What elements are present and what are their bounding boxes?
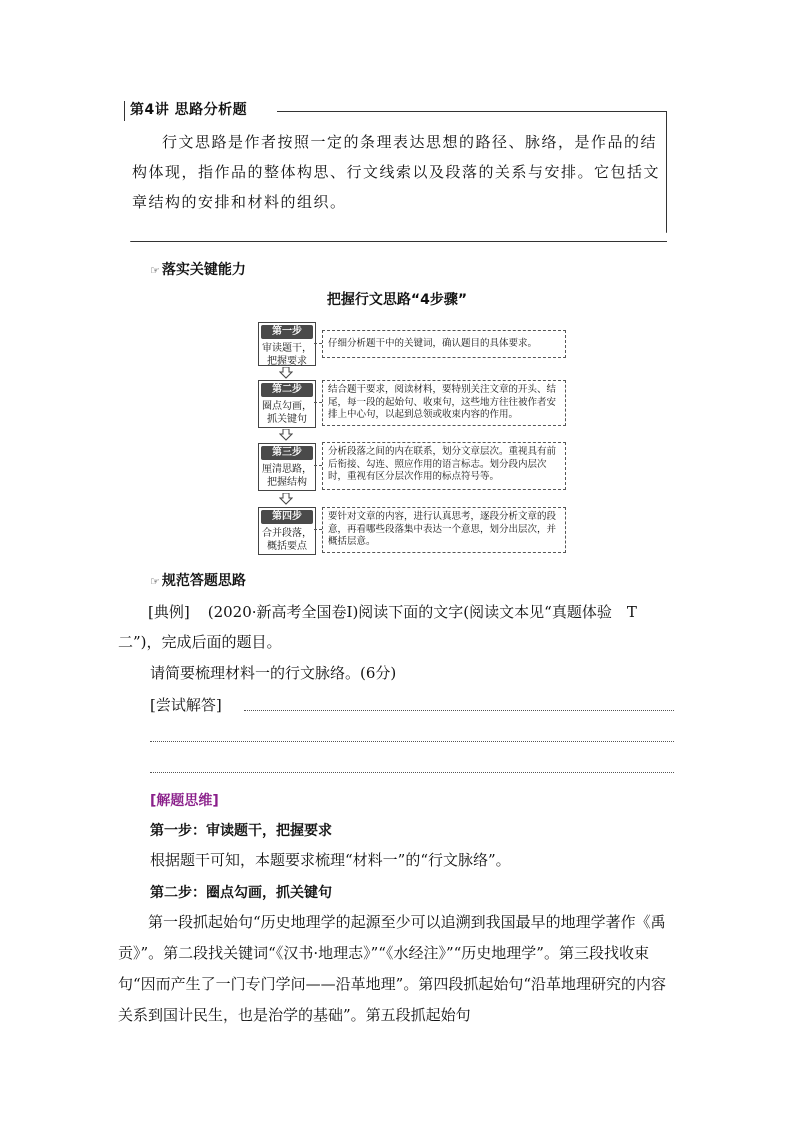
arrow-down-icon — [279, 367, 293, 379]
arrow-down-icon — [279, 493, 293, 505]
box-border — [130, 241, 667, 242]
step-head: 第四步 — [261, 510, 313, 524]
step-head: 第一步 — [261, 325, 313, 339]
section-title: 规范答题思路 — [161, 573, 246, 589]
section-heading-answer-approach — [150, 570, 246, 590]
example-paragraph — [118, 597, 674, 657]
step2-text: 第一段抓起始句“历史地理学的起源至少可以追溯到我国最早的地理学著作《禹贡》”。第二段找关键词“《汉书·地理志》”“《水经注》”“历史地理学”。第三段找收束句“因而产生了一门专门学问——沿革地理”。第四段抓起始句“沿革地理研究的内容关系到国计民生，也是治学的基础”。第五段抓起始句 — [118, 913, 667, 1024]
step-description: 仔细分析题干中的关键词，确认题目的具体要求。 — [322, 330, 566, 358]
lesson-intro: 行文思路是作者按照一定的条理表达思想的路径、脉络，是作品的结构体现，指作品的整体构思、行文线索以及段落的关系与安排。它包括文章结构的安排和材料的组织。 — [132, 133, 661, 211]
step-connector — [314, 402, 322, 403]
section-title: 落实关键能力 — [161, 262, 246, 278]
example-label: [典例] — [148, 603, 190, 621]
box-border — [666, 111, 667, 233]
step-box — [258, 322, 316, 366]
step-description: 要针对文章的内容，进行认真思考，逐段分析文章的段意，再看哪些段落集中表达一个意思，划分出层次，并概括层意。 — [322, 507, 566, 553]
box-border — [124, 101, 125, 121]
pointing-hand-icon: ☞ — [150, 575, 160, 588]
step-label: 合并段落，概括要点 — [262, 528, 312, 552]
pointing-hand-icon: ☞ — [150, 264, 160, 277]
step2-title: 第二步：圈点勾画，抓关键句 — [150, 885, 332, 901]
step-head: 第三步 — [261, 446, 313, 460]
step1-title: 第一步：审读题干，把握要求 — [150, 823, 332, 839]
box-border — [277, 111, 667, 112]
step-connector — [314, 529, 322, 530]
answer-line[interactable] — [150, 772, 674, 773]
step-connector — [314, 343, 322, 344]
step-description: 结合题干要求，阅读材料，要特别关注文章的开头、结尾，每一段的起始句、收束句，这些地方往往被作者安排上中心句，以起到总领或收束内容的作用。 — [322, 380, 566, 426]
arrow-down-icon — [279, 429, 293, 441]
try-answer-label: [尝试解答] — [150, 696, 222, 714]
step-label: 圈点勾画，抓关键句 — [262, 401, 312, 425]
steps-title: 把握行文思路“4步骤” — [326, 292, 468, 308]
answer-line[interactable] — [244, 710, 674, 711]
answer-line[interactable] — [150, 741, 674, 742]
step-box — [258, 443, 316, 491]
step-head: 第二步 — [261, 383, 313, 397]
step-label: 审读题干，把握要求 — [262, 343, 312, 367]
step-connector — [314, 465, 322, 466]
example-question: 请简要梳理材料一的行文脉络。(6分) — [150, 664, 397, 682]
step-box — [258, 507, 316, 555]
analysis-label: [解题思维] — [150, 793, 219, 809]
section-heading-key-ability — [150, 259, 246, 279]
step1-text: 根据题干可知，本题要求梳理“材料一”的“行文脉络”。 — [150, 851, 511, 869]
lesson-title: 第4讲 思路分析题 — [130, 102, 248, 118]
example-text: (2020·新高考全国卷Ⅰ)阅读下面的文字(阅读文本见“真题体验 T二”)，完成后面的题目。 — [118, 603, 637, 651]
step-box — [258, 380, 316, 428]
lesson-box — [122, 97, 667, 242]
step-description: 分析段落之间的内在联系，划分文章层次。重视具有前后衔接、勾连、照应作用的语言标志。划分段内层次时，重视有区分层次作用的标点符号等。 — [322, 442, 566, 490]
step-label: 厘清思路，把握结构 — [262, 464, 312, 488]
